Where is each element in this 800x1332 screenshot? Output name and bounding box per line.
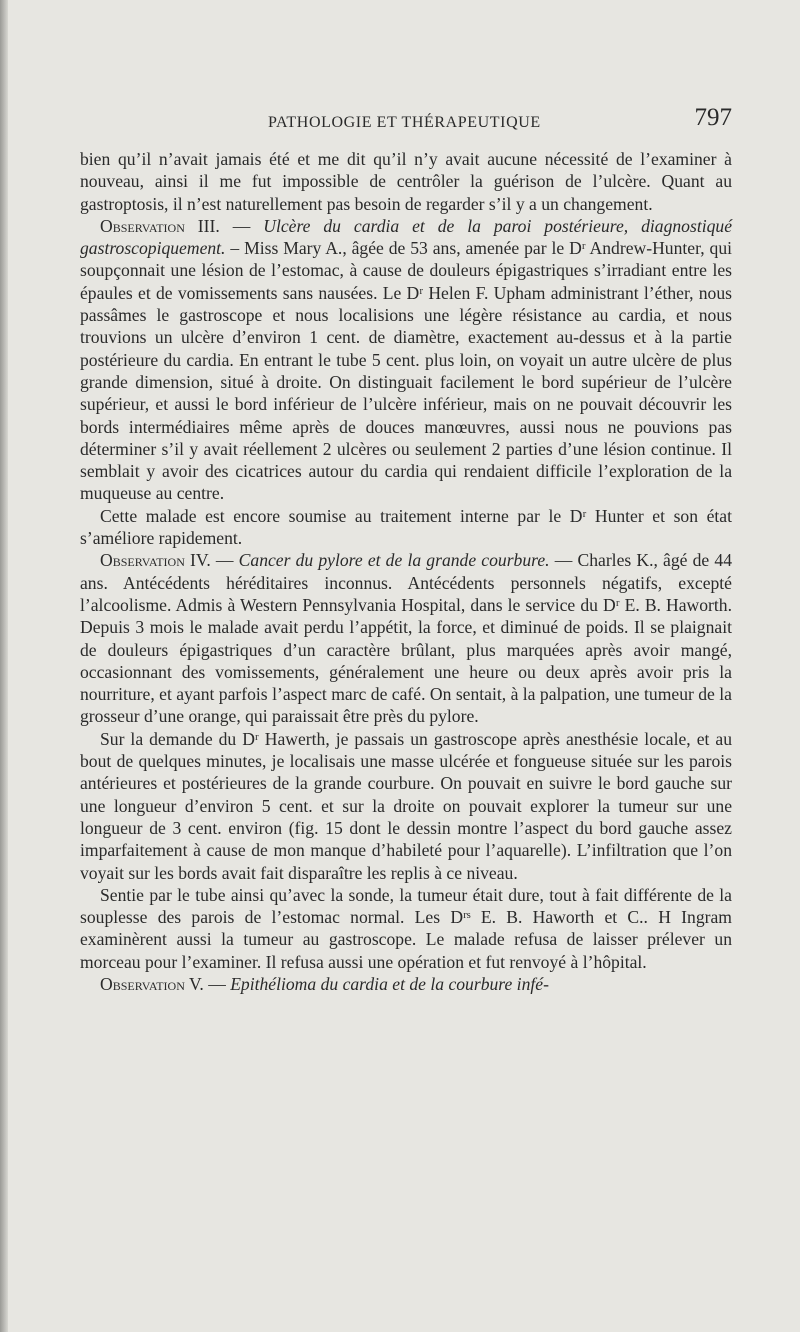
page-number: 797: [694, 104, 732, 131]
paragraph-text: — Charles K., âgé de 44 ans. Antécédents héréditaires inconnus. Antécédents personnels négatifs, excepté l’alcoolisme. Admis à Western Pennsylvania Hospital, dans le service du Dʳ E. B. Haworth. Depuis 3 mois le malade avait perdu l’appétit, la force, et diminué de poids. Il se plaignait de douleurs épigastriques d’un caractère brûlant, plus marquées après avoir mangé, occasionnant des vomissements, généralement une heure ou deux après avoir pris la nourriture, et ayant parfois l’aspect marc de café. On sentait, à la palpation, une tumeur de la grosseur d’une orange, qui paraissait être près du pylore.: [80, 550, 732, 727]
paragraph: [80, 884, 732, 973]
observation-heading: Observation V.: [100, 973, 204, 994]
body-text: [80, 148, 732, 995]
paragraph-text: —: [203, 973, 231, 994]
paragraph-text: – Miss Mary A., âgée de 53 ans, amenée par le Dʳ Andrew-Hunter, qui soupçonnait une lésion de l’estomac, à cause de douleurs épigastriques s’irradiant entre les épaules et de vomissements sans nausées. Le Dʳ Helen F. Upham administrant l’éther, nous passâmes le gastroscope et nous localisions une légère résistance au cardia, et nous trouvions un ulcère d’environ 1 cent. de diamètre, exactement au-dessus et à la partie postérieure du cardia. En entrant le tube 5 cent. plus loin, on voyait un autre ulcère de plus grande dimension, situé à droite. On distinguait facilement le bord supérieur de l’ulcère supérieur, et aussi le bord inférieur de l’ulcère inférieur, mais on ne pouvait découvrir les bords intermédiaires même après de douces manœuvres, aussi nous ne pouvions pas déterminer s’il y avait réellement 2 ulcères ou seulement 2 parties d’une lésion continue. Il semblait y avoir des cicatrices autour du cardia qui rendaient difficile l’exploration de la muqueuse au centre.: [80, 238, 732, 504]
observation-title: Cancer du pylore et de la grande courbure.: [238, 550, 550, 571]
observation-heading: Observation IV.: [100, 550, 211, 571]
paragraph-text: —: [210, 550, 239, 571]
observation-title: Epithélioma du cardia et de la courbure infé-: [230, 973, 549, 994]
paragraph-text: bien qu’il n’avait jamais été et me dit qu’il n’y avait aucune nécessité de l’examiner à nouveau, ainsi il me fut impossible de centrôler la guérison de l’ulcère. Quant au gastroptosis, il n’est naturellement pas besoin de regarder s’il y a un changement.: [80, 149, 732, 214]
paragraph: [80, 215, 732, 505]
paragraph: [80, 728, 732, 884]
observation-heading: Observation III.: [100, 215, 220, 236]
paragraph: [80, 505, 732, 550]
paragraph-text: Cette malade est encore soumise au traitement interne par le Dʳ Hunter et son état s’améliore rapidement.: [80, 505, 732, 549]
observation-title: Ulcère du cardia et de la paroi postérieure, diagnostiqué gastroscopiquement.: [80, 215, 732, 259]
page-header: [78, 100, 732, 136]
paragraph-text: Sentie par le tube ainsi qu’avec la sonde, la tumeur était dure, tout à fait différente de la souplesse des parois de l’estomac normal. Les Dʳˢ E. B. Haworth et C.. H Ingram examinèrent aussi la tumeur au gastroscope. Le malade refusa de laisser prélever un morceau pour l’examiner. Il refusa aussi une opération et fut renvoyé à l’hôpital.: [80, 884, 732, 972]
page-binding-edge: [0, 0, 8, 1332]
paragraph: [80, 549, 732, 727]
paragraph-text: Sur la demande du Dʳ Hawerth, je passais un gastroscope après anesthésie locale, et au bout de quelques minutes, je localisais une masse ulcérée et fongueuse située sur les parois antérieures et postérieures de la grande courbure. On pouvait en suivre le bord gauche sur une longueur d’environ 5 cent. et sur la droite on pouvait explorer la tumeur sur une longueur de 3 cent. environ (fig. 15 dont le dessin montre l’aspect du bord gauche assez imparfaitement à cause de mon manque d’habileté pour l’aquarelle). L’infiltration que l’on voyait sur les bords avait fait disparaître les replis à ce niveau.: [80, 728, 732, 883]
paragraph: [80, 973, 732, 995]
running-title: PATHOLOGIE ET THÉRAPEUTIQUE: [268, 114, 541, 131]
paragraph-text: —: [219, 215, 264, 236]
paragraph: [80, 148, 732, 215]
